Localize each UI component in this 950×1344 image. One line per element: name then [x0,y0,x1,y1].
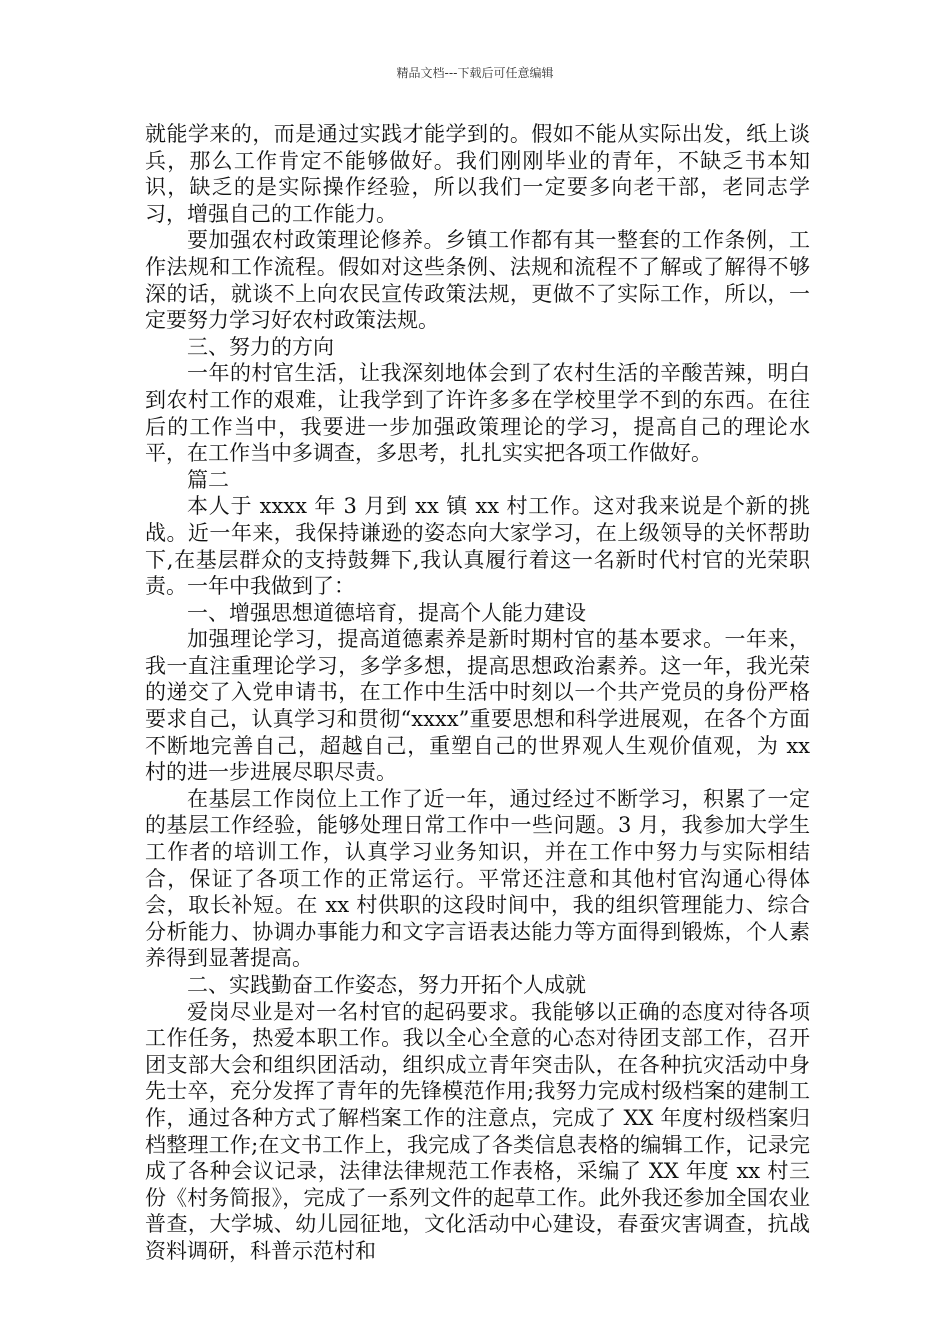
paragraph: 爱岗尽业是对一名村官的起码要求。我能够以正确的态度对待各项工作任务，热爱本职工作。我以全心全意的心态对待团支部工作，召开团支部大会和组织团活动，组织成立青年突击队，在各种抗灾活动中身先士卒，充分发挥了青年的先锋模范作用;我努力完成村级档案的建制工作，通过各种方式了解档案工作的注意点，完成了 XX 年度村级档案归档整理工作;在文书工作上，我完成了各类信息表格的编辑工作，记录完成了各种会议记录，法律法律规范工作表格，采编了 XX 年度 xx 村三份《村务简报》，完成了一系列文件的起草工作。此外我还参加全国农业普查，大学城、幼儿园征地，文化活动中心建设，春蚕灾害调查，抗战资料调研，科普示范村和 [145,999,810,1263]
paragraph: 一年的村官生活，让我深刻地体会到了农村生活的辛酸苦辣，明白到农村工作的艰难，让我学到了许许多多在学校里学不到的东西。在往后的工作当中，我要进一步加强政策理论的学习，提高自己的理论水平，在工作当中多调查，多思考，扎扎实实把各项工作做好。 [145,361,810,466]
paragraph: 篇二 [187,467,229,492]
page-header: 精品文档---下载后可任意编辑 [396,66,554,80]
document-body [145,121,810,1265]
paragraph: 加强理论学习，提高道德素养是新时期村官的基本要求。一年来，我一直注重理论学习，多学多想，提高思想政治素养。这一年，我光荣的递交了入党申请书，在工作中生活中时刻以一个共产党员的身份严格要求自己，认真学习和贯彻“xxxx”重要思想和科学进展观，在各个方面不断地完善自己，超越自己，重塑自己的世界观人生观价值观，为 xx 村的进一步进展尽职尽责。 [145,627,810,785]
paragraph: 要加强农村政策理论修养。乡镇工作都有其一整套的工作条例，工作法规和工作流程。假如对这些条例、法规和流程不了解或了解得不够深的话，就谈不上向农民宣传政策法规，更做不了实际工作，所以，一定要努力学习好农村政策法规。 [145,228,810,333]
paragraph: 就能学来的，而是通过实践才能学到的。假如不能从实际出发，纸上谈兵，那么工作肯定不能够做好。我们刚刚毕业的青年，不缺乏书本知识，缺乏的是实际操作经验，所以我们一定要多向老干部，老同志学习，增强自己的工作能力。 [145,122,810,226]
paragraph: 在基层工作岗位上工作了近一年，通过经过不断学习，积累了一定的基层工作经验，能够处理日常工作中一些问题。3 月，我参加大学生工作者的培训工作，认真学习业务知识，并在工作中努力与实际相结合，保证了各项工作的正常运行。平常还注意和其他村官沟通心得体会，取长补短。在 xx 村供职的这段时间中，我的组织管理能力、综合分析能力、协调办事能力和文字言语表达能力等方面得到锻炼，个人素养得到显著提高。 [145,786,810,971]
paragraph: 一、增强思想道德培育，提高个人能力建设 [187,600,586,625]
paragraph: 本人于 xxxx 年 3 月到 xx 镇 xx 村工作。这对我来说是个新的挑战。近一年来，我保持谦逊的姿态向大家学习，在上级领导的关怀帮助下,在基层群众的支持鼓舞下,我认真履行着这一名新时代村官的光荣职责。一年中我做到了： [145,494,810,599]
paragraph: 三、努力的方向 [187,334,334,359]
paragraph: 二、实践勤奋工作姿态，努力开拓个人成就 [187,973,586,997]
